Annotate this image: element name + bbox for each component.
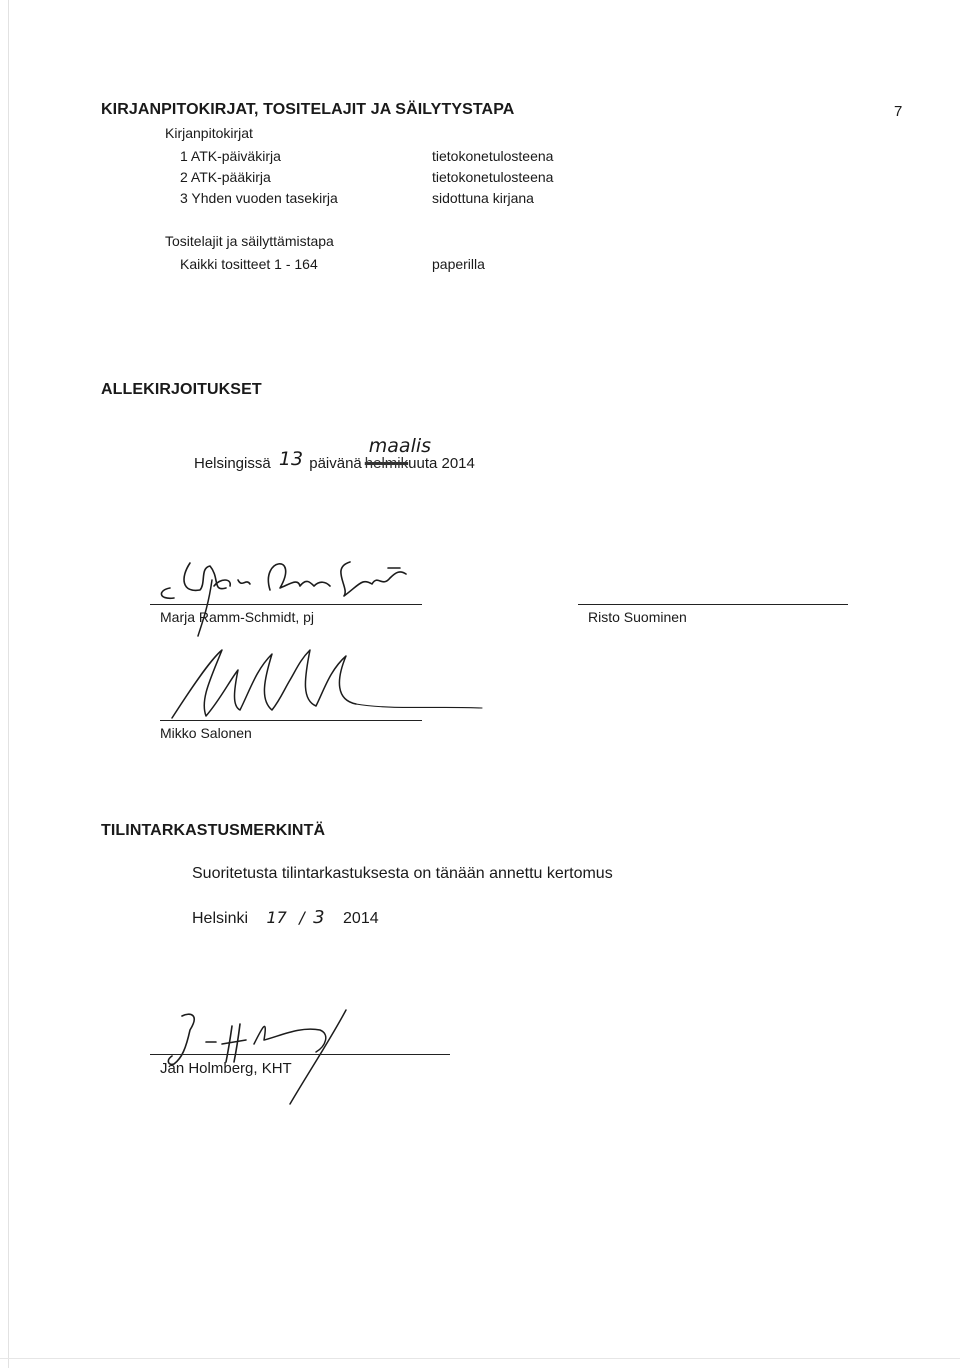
voucher-method: paperilla <box>432 256 485 272</box>
scan-edge-bottom <box>0 1358 960 1359</box>
date-separator: / <box>299 908 305 927</box>
book-method: tietokonetulosteena <box>432 148 554 164</box>
page-number: 7 <box>894 103 903 120</box>
books-heading: Kirjanpitokirjat <box>165 125 253 141</box>
audit-year: 2014 <box>343 910 379 927</box>
book-name: 2 ATK-pääkirja <box>180 169 271 185</box>
struck-month: helmik <box>364 455 409 472</box>
scan-edge-left <box>8 0 9 1368</box>
place: Helsingissä <box>194 455 271 472</box>
signature-line <box>150 1054 450 1055</box>
book-name: 3 Yhden vuoden tasekirja <box>180 190 338 206</box>
handwritten-month: 3 <box>313 907 325 928</box>
voucher-name: Kaikki tositteet 1 - 164 <box>180 256 318 272</box>
signature-scribble <box>150 1000 460 1110</box>
book-name: 1 ATK-päiväkirja <box>180 148 281 164</box>
handwritten-day: 17 <box>266 908 287 927</box>
day-word: päivänä <box>309 455 362 472</box>
signer-name: Risto Suominen <box>588 609 687 625</box>
signer-name: Marja Ramm-Schmidt, pj <box>160 609 315 625</box>
signature-line <box>150 604 422 605</box>
book-method: tietokonetulosteena <box>432 169 554 185</box>
signatures-section-title: ALLEKIRJOITUKSET <box>101 381 262 398</box>
month-suffix: uuta 2014 <box>408 455 475 472</box>
handwritten-day: 13 <box>278 448 304 470</box>
audit-place: Helsinki <box>192 910 249 927</box>
records-section-title: KIRJANPITOKIRJAT, TOSITELAJIT JA SÄILYTYSTAPA <box>101 101 515 118</box>
signer-name: Mikko Salonen <box>160 725 252 741</box>
vouchers-heading: Tositelajit ja säilyttämistapa <box>165 233 334 249</box>
handwritten-month: maalis <box>368 435 432 457</box>
date-line <box>194 435 475 473</box>
book-method: sidottuna kirjana <box>432 190 534 206</box>
audit-date-line <box>192 907 379 928</box>
audit-section-title: TILINTARKASTUSMERKINTÄ <box>101 822 326 839</box>
auditor-name: Jan Holmberg, KHT <box>160 1060 292 1077</box>
signature-line <box>578 604 848 605</box>
signature-line <box>160 720 422 721</box>
audit-statement: Suoritetusta tilintarkastuksesta on tänään annettu kertomus <box>192 865 613 882</box>
